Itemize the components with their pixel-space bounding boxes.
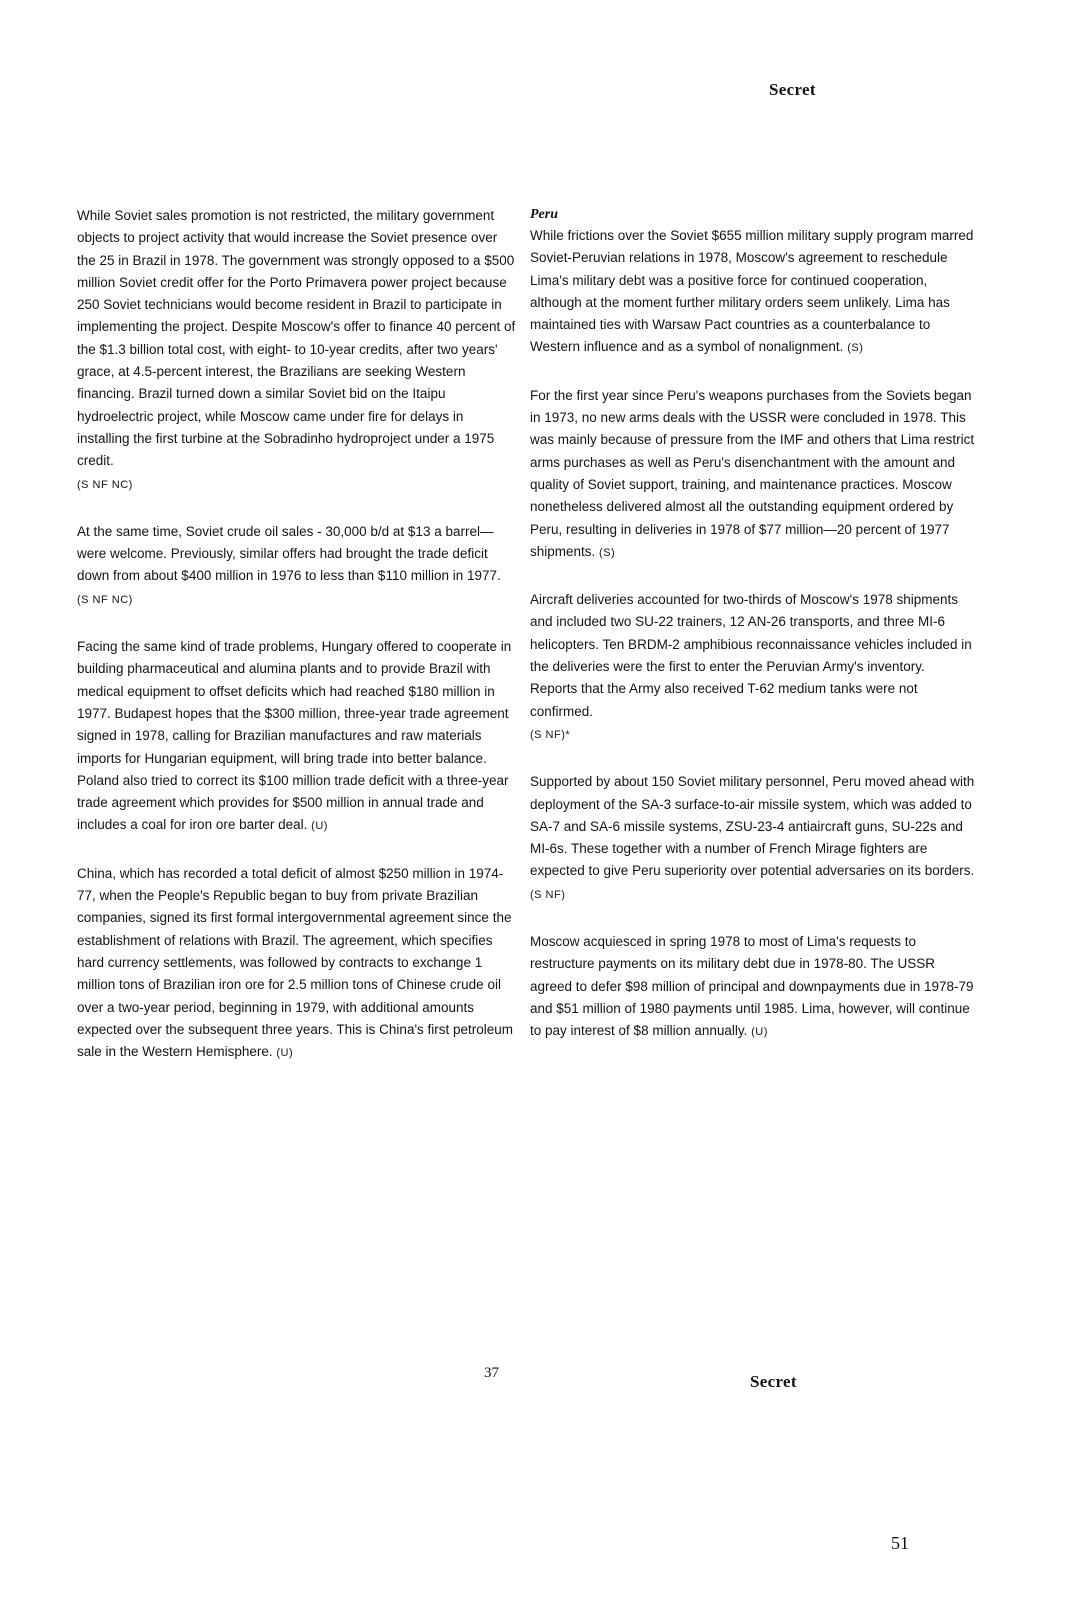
classification-marking: (S NF)* (530, 728, 571, 741)
paragraph-text: China, which has recorded a total deficit of almost $250 million in 1974-77, when the People's Republic began to buy from private Brazilian companies, signed its first formal intergovernmental agreement since the establishment of relations with Brazil. The agreement, which specifies hard currency settlements, was followed by contracts to exchange 1 million tons of Brazilian iron ore for 2.5 million tons of Chinese crude oil over a two-year period, beginning in 1979, with additional amounts expected over the subsequent three years. This is China's first petroleum sale in the Western Hemisphere. (77, 865, 514, 1060)
paragraph-hungary-poland (77, 636, 517, 838)
section-heading-peru: Peru (530, 207, 558, 222)
paragraph-aircraft-deliveries (530, 589, 975, 746)
paragraph-text: While Soviet sales promotion is not restricted, the military government objects to project activity that would increase the Soviet presence over the 25 in Brazil in 1978. The government was strongly opposed to a $500 million Soviet credit offer for the Porto Primavera power project because 250 Soviet technicians would become resident in Brazil to participate in implementing the project. Despite Moscow's offer to finance 40 percent of the $1.3 billion total cost, with eight- to 10-year credits, after two years' grace, at 4.5-percent interest, the Brazilians are seeking Western financing. Brazil turned down a similar Soviet bid on the Itaipu hydroelectric project, while Moscow came under fire for delays in installing the first turbine at the Sobradinho hydroproject under a 1975 credit. (77, 208, 516, 469)
right-column (530, 205, 975, 1069)
paragraph-debt-rescheduling (530, 931, 975, 1043)
classification-marking: (U) (751, 1026, 768, 1039)
paragraph-brazil-soviet (77, 205, 517, 496)
outer-page-number: 51 (891, 1533, 909, 1553)
classification-marking: (U) (276, 1047, 294, 1060)
classification-marking: (S NF NC) (77, 593, 133, 606)
classification-marking: (S NF NC) (77, 478, 133, 491)
inner-page-number: 37 (484, 1365, 499, 1381)
paragraph-text: Aircraft deliveries accounted for two-thirds of Moscow's 1978 shipments and included two SU-22 trainers, 12 AN-26 transports, and three MI-6 helicopters. Ten BRDM-2 amphibious reconnaissance vehicles included in the deliveries were the first to enter the Peruvian Army's inventory. Reports that the Army also received T-62 medium tanks were not confirmed. (530, 592, 972, 719)
classification-marking: (S) (847, 342, 864, 355)
paragraph-china (77, 863, 517, 1065)
classification-marking: (S) (599, 546, 616, 559)
paragraph-text: At the same time, Soviet crude oil sales - 30,000 b/d at $13 a barrel—were welcome. Previously, similar offers had brought the trade deficit down from about $400 million in 1976 to less than $110 million in 1977. (77, 523, 501, 584)
classification-marking: (U) (311, 820, 328, 833)
paragraph-text: For the first year since Peru's weapons purchases from the Soviets began in 1973, no new arms deals with the USSR were concluded in 1978. This was mainly because of pressure from the IMF and others that Lima restrict arms purchases as well as Peru's disenchantment with the amount and quality of Soviet support, training, and maintenance practices. Moscow nonetheless delivered almost all the outstanding equipment ordered by Peru, resulting in deliveries in 1978 of $77 million—20 percent of 1977 shipments. (530, 387, 975, 559)
paragraph-peru-relations (530, 225, 975, 360)
paragraph-text: Facing the same kind of trade problems, Hungary offered to cooperate in building pharmaceutical and alumina plants and to provide Brazil with medical equipment to offset deficits which had reached $180 million in 1977. Budapest hopes that the $300 million, three-year trade agreement signed in 1978, calling for Brazilian manufactures and raw materials imports for Hungarian equipment, will bring trade into better balance. Poland also tried to correct its $100 million trade deficit with a three-year trade agreement which provides for $500 million in annual trade and includes a coal for iron ore barter deal. (77, 639, 512, 833)
classification-marking: (S NF) (530, 888, 566, 901)
paragraph-text: Supported by about 150 Soviet military personnel, Peru moved ahead with deployment of the SA-3 surface-to-air missile system, which was added to SA-7 and SA-6 missile systems, ZSU-23-4 antiaircraft guns, SU-22s and MI-6s. These together with a number of French Mirage fighters are expected to give Peru superiority over potential adversaries on its borders. (530, 774, 975, 879)
paragraph-text: While frictions over the Soviet $655 million military supply program marred Soviet-Peruvian relations in 1978, Moscow's agreement to reschedule Lima's military debt was a positive force for continued cooperation, although at the moment further military orders seem unlikely. Lima has maintained ties with Warsaw Pact countries as a counterbalance to Western influence and as a symbol of nonalignment. (530, 228, 974, 355)
classification-footer: Secret (750, 1372, 797, 1391)
classification-header: Secret (769, 80, 816, 99)
left-column (77, 205, 517, 1089)
paragraph-text: Moscow acquiesced in spring 1978 to most of Lima's requests to restructure payments on its military debt due in 1978-80. The USSR agreed to defer $98 million of principal and downpayments due in 1978-79 and $51 million of 1980 payments until 1985. Lima, however, will continue to pay interest of $8 million annually. (530, 934, 974, 1039)
paragraph-missile-systems (530, 771, 975, 906)
paragraph-crude-oil (77, 521, 517, 611)
paragraph-peru-arms-deals (530, 385, 975, 564)
